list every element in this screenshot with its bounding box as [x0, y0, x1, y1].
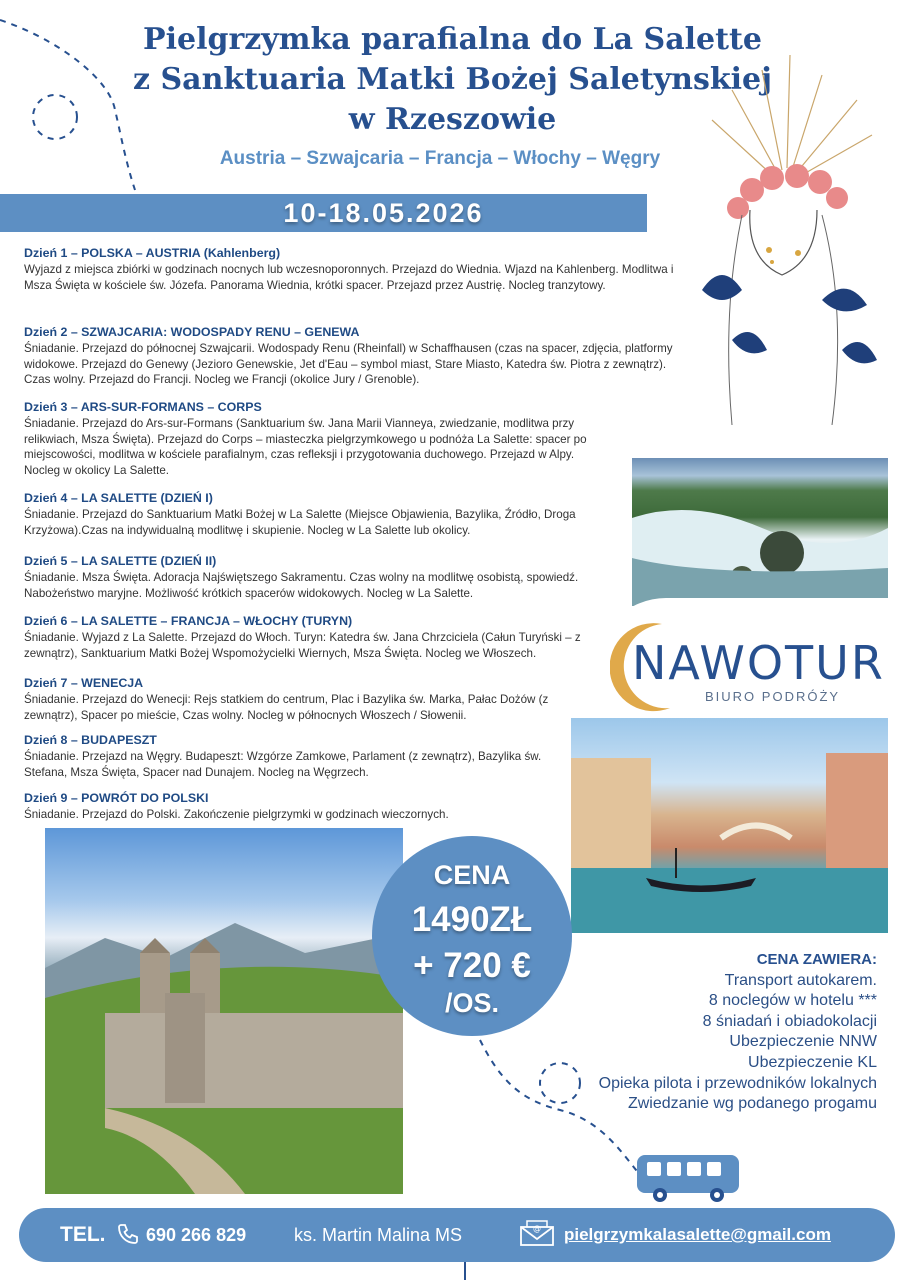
- price-label: CENA: [433, 860, 511, 890]
- day-title: Dzień 1 – POLSKA – AUSTRIA (Kahlenberg): [24, 246, 281, 260]
- day-title: Dzień 2 – SZWAJCARIA: WODOSPADY RENU – GENEWA: [24, 325, 360, 339]
- basilica-illustration: [45, 828, 403, 1194]
- price-eur: + 720 €: [413, 946, 531, 985]
- day-description: Śniadanie. Przejazd do Ars-sur-Formans (Sanktuarium św. Jana Marii Vianneya, zwiedzanie, modlitwa przy relikwiach, Msza Święta). Przejazd do Corps – miasteczka pielgrzymkowego u podnóża La Salette: spacer po miejscowości, modlitwa w kościele parafialnym, czas refleksji i przygotowania duchowego. Przejazd w Alpy. Nocleg w okolicy La Salette.: [24, 417, 587, 477]
- title-line-3: w Rzeszowie: [348, 102, 557, 137]
- itinerary-day-9: [24, 791, 554, 823]
- price-per-person: /OS.: [444, 988, 499, 1018]
- email-icon: [519, 1219, 555, 1247]
- includes-item: Zwiedzanie wg podanego progamu: [627, 1095, 877, 1113]
- venice-photo: [571, 718, 888, 933]
- itinerary-day-7: [24, 676, 554, 723]
- countries-subtitle: Austria – Szwajcaria – Francja – Włochy – Węgry: [219, 148, 661, 169]
- includes-item: 8 śniadań i obiadokolacji: [702, 1012, 877, 1030]
- waterfall-illustration: [632, 458, 888, 606]
- la-salette-basilica-photo: [45, 828, 403, 1194]
- day-description: Śniadanie. Msza Święta. Adoracja Najświętszego Sakramentu. Czas wolny na modlitwę osobistą, spowiedź. Nabożeństwo maryjne. Możliwość krótkich spacerów widokowych. Nocleg w La Salette.: [24, 571, 579, 600]
- svg-text:@: @: [533, 1224, 541, 1233]
- day-description: Śniadanie. Wyjazd z La Salette. Przejazd do Włoch. Turyn: Katedra św. Jana Chrzciciela (Całun Turyński – z zewnątrz), Sanktuarium Matki Bożej Wspomożycielki Wiernych, Msza Święta. Nocleg we Włoszech.: [24, 631, 581, 660]
- day-title: Dzień 8 – BUDAPESZT: [24, 733, 157, 747]
- madonna-illustration: [672, 50, 900, 425]
- brand-logo: NAWOTUR: [632, 636, 885, 690]
- day-title: Dzień 3 – ARS-SUR-FORMANS – CORPS: [24, 400, 262, 414]
- includes-item: 8 noclegów w hotelu ***: [708, 992, 877, 1010]
- itinerary-day-8: [24, 733, 554, 780]
- itinerary-day-1: [24, 246, 684, 293]
- day-title: Dzień 6 – LA SALETTE – FRANCJA – WŁOCHY (TURYN): [24, 614, 353, 628]
- contact-person: ks. Martin Malina MS: [294, 1225, 463, 1245]
- day-description: Śniadanie. Przejazd do Sanktuarium Matki Bożej w La Salette (Miejsce Objawienia, Bazylika, Źródło, Droga Krzyżowa).Czas na indywidualną modlitwę i skupienie. Nocleg w La Salette lub okolicy.: [24, 508, 576, 537]
- day-description: Śniadanie. Przejazd do Polski. Zakończenie pielgrzymki w godzinach wieczornych.: [24, 808, 449, 822]
- itinerary-day-4: [24, 491, 604, 538]
- title-line-2: z Sanktuaria Matki Bożej Saletynskiej: [133, 62, 772, 97]
- email-link[interactable]: pielgrzymkalasalette@gmail.com: [564, 1225, 831, 1244]
- day-title: Dzień 7 – WENECJA: [24, 676, 144, 690]
- day-description: Wyjazd z miejsca zbiórki w godzinach nocnych lub wczesnoporonnych. Przejazd do Wiednia. Wjazd na Kahlenberg. Modlitwa i Msza Święta w kościele św. Józefa. Panorama Wiednia, krótki spacer. Przejazd przez Austrię. Nocleg tranzytowy.: [24, 263, 674, 292]
- price-pln: 1490ZŁ: [411, 900, 533, 939]
- itinerary-day-6: [24, 614, 584, 661]
- venice-illustration: [571, 718, 888, 933]
- price-includes-list: [599, 950, 877, 1115]
- day-title: Dzień 5 – LA SALETTE (DZIEŃ II): [24, 554, 217, 568]
- includes-title: CENA ZAWIERA:: [756, 951, 877, 968]
- day-title: Dzień 9 – POWRÓT DO POLSKI: [24, 791, 209, 805]
- itinerary-day-5: [24, 554, 604, 601]
- includes-item: Ubezpieczenie KL: [748, 1053, 877, 1071]
- trip-dates: 10-18.05.2026: [283, 198, 484, 228]
- phone-icon: [116, 1222, 140, 1246]
- tel-label: TEL.: [60, 1223, 106, 1246]
- day-description: Śniadanie. Przejazd do Wenecji: Rejs statkiem do centrum, Plac i Bazylika św. Marka, Pałac Dożów (z zewnątrz), Spacer po mieście, Czas wolny. Nocleg w północnych Włoszech / Słowenii.: [24, 693, 549, 722]
- includes-item: Opieka pilota i przewodników lokalnych: [598, 1074, 877, 1092]
- includes-item: Transport autokarem.: [724, 971, 877, 989]
- includes-item: Ubezpieczenie NNW: [729, 1033, 877, 1051]
- waterfall-photo: [632, 458, 888, 606]
- itinerary-day-2: [24, 325, 684, 388]
- title-line-1: Pielgrzymka parafialna do La Salette: [143, 22, 762, 57]
- itinerary-day-3: [24, 400, 604, 478]
- day-title: Dzień 4 – LA SALETTE (DZIEŃ I): [24, 491, 213, 505]
- brand-tagline: BIURO PODRÓŻY: [705, 689, 841, 704]
- phone-number[interactable]: 690 266 829: [146, 1225, 247, 1245]
- day-description: Śniadanie. Przejazd na Węgry. Budapeszt: Wzgórze Zamkowe, Parlament (z zewnątrz), Bazylika św. Stefana, Msza Święta, Spacer nad Dunajem. Nocleg na Węgrzech.: [24, 750, 542, 779]
- day-description: Śniadanie. Przejazd do północnej Szwajcarii. Wodospady Renu (Rheinfall) w Schaffhausen (czas na spacer, zdjęcia, platformy widokowe. Przejazd do Genewy (Jezioro Genewskie, Jet d'Eau – symbol miast, Stare Miasto, Katedra św. Piotra z zewnątrz). Czas wolny. Przejazd do Francji. Nocleg we Francji (okolice Jury / Grenoble).: [24, 342, 673, 387]
- bus-icon: [635, 1153, 741, 1205]
